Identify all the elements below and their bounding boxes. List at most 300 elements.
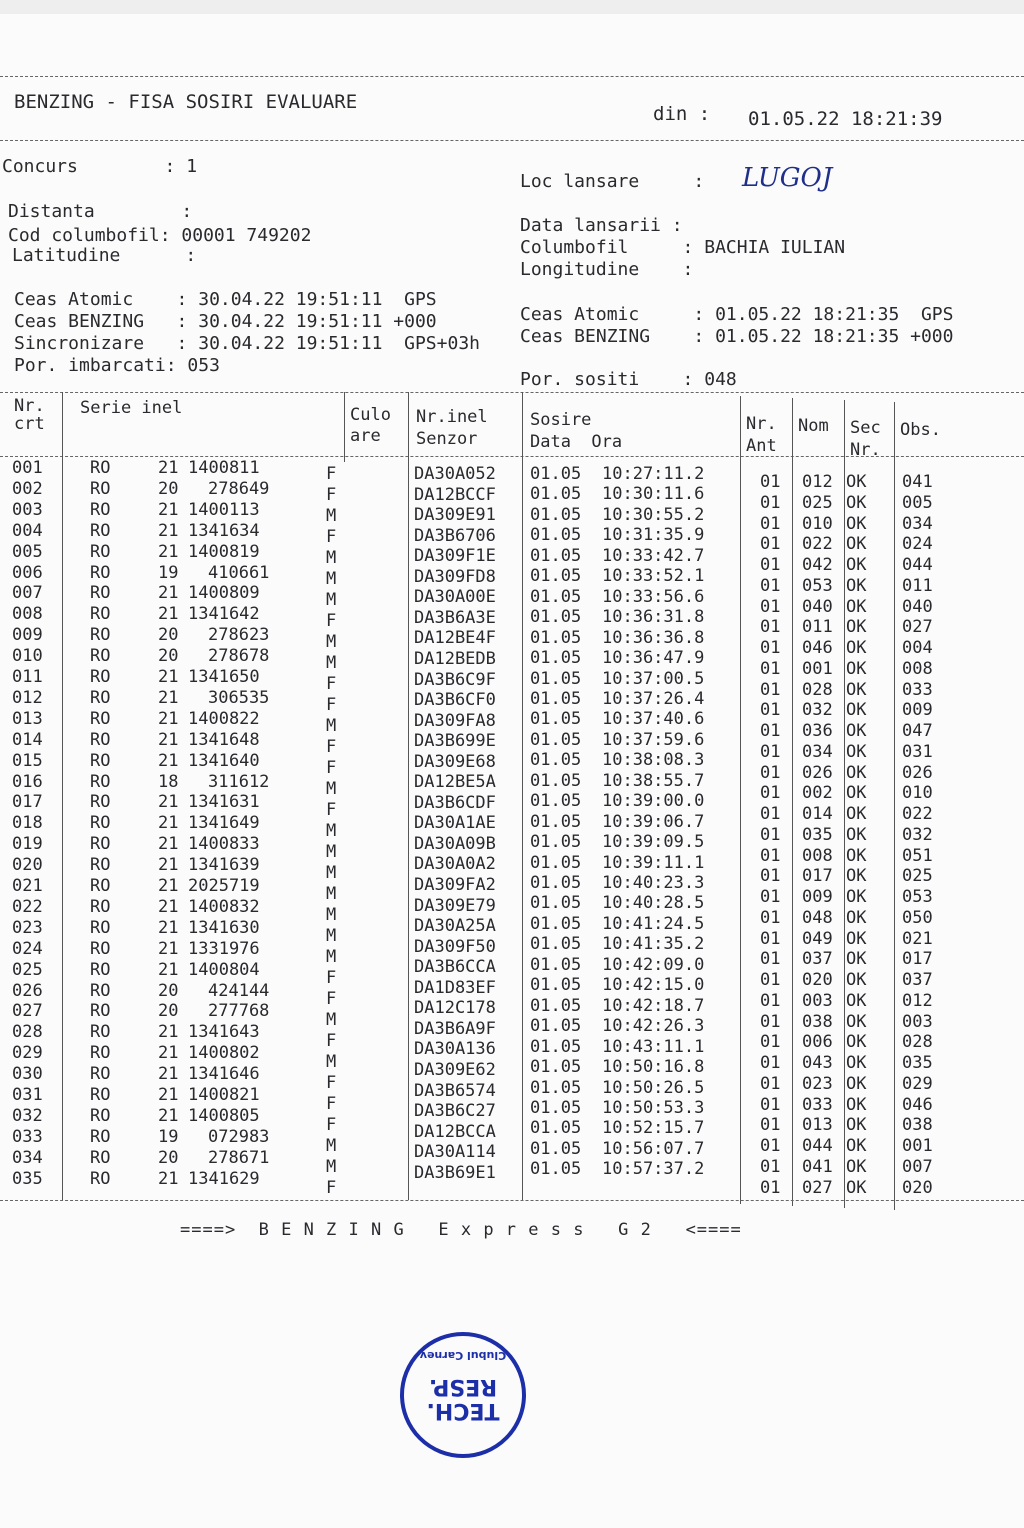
columbofil-field: Columbofil : BACHIA IULIAN [520,237,846,258]
cell-date: 01.05 [530,464,582,484]
cell-date: 01.05 [530,586,582,607]
cell-sensor: DA30A136 [414,1039,496,1060]
cell-sec: OK [846,1136,867,1156]
cell-time: 10:40:23.3 [602,873,705,893]
cell-nr-crt: 015 [12,750,43,771]
cell-ring-number: 306535 [208,687,270,708]
cell-time: 10:37:40.6 [602,709,705,730]
cell-obs: 035 [902,1053,933,1073]
cell-country: RO [90,1064,111,1085]
cell-nom: 006 [802,1032,833,1053]
cell-country: RO [90,562,111,583]
cell-obs: 022 [902,804,933,824]
cell-sensor: DA309E62 [414,1059,496,1080]
cell-nom: 009 [802,887,833,907]
cell-obs: 046 [902,1094,933,1115]
cell-year: 21 [158,687,179,708]
cell-ring-number: 1400805 [188,1105,260,1126]
cell-sec: OK [846,1073,867,1094]
cell-time: 10:38:08.3 [602,750,705,771]
cell-ring-number: 1400113 [188,499,260,520]
col-header-nr-ant-1: Nr. [746,414,777,434]
cell-sensor: DA12C178 [414,998,496,1019]
cell-obs: 034 [902,513,933,534]
cell-country: RO [90,708,111,729]
cell-nr-ant: 01 [760,887,781,907]
ceas-atomic-start: Ceas Atomic : 30.04.22 19:51:11 GPS [14,289,437,310]
cell-nr-crt: 020 [12,855,43,876]
cell-nr-ant: 01 [760,472,781,492]
cod-columbofil-field: Cod columbofil: 00001 749202 [8,225,312,246]
cell-year: 20 [158,646,179,667]
cell-obs: 050 [902,907,933,928]
cell-time: 10:27:11.2 [602,464,705,484]
cell-country: RO [90,1147,111,1168]
cell-obs: 008 [902,658,933,679]
cell-sec: OK [846,887,867,907]
col-header-sosire: Sosire [530,410,592,430]
cell-nom: 044 [802,1136,833,1156]
cell-nr-crt: 004 [12,520,43,541]
cell-country: RO [90,729,111,750]
cell-sex: M [326,569,337,589]
cell-ring-number: 1400802 [188,1043,260,1064]
cell-date: 01.05 [530,566,582,587]
cell-nom: 027 [802,1177,833,1198]
cell-nr-ant: 01 [760,638,781,658]
col-header-nr-inel: Nr.inel [416,407,488,427]
cell-year: 21 [158,917,179,938]
cell-year: 21 [158,896,179,917]
cell-nr-ant: 01 [760,679,781,700]
col-header-serie-inel: Serie inel [80,398,183,418]
cell-date: 01.05 [530,770,582,791]
cell-sex: M [326,926,337,946]
cell-ring-number: 1400819 [188,541,260,562]
cell-sensor: DA3B699E [414,731,496,752]
cell-year: 21 [158,1105,179,1126]
cell-nom: 017 [802,866,833,887]
por-sositi-field: Por. sositi : 048 [520,369,737,390]
cell-nr-crt: 013 [12,708,43,729]
cell-year: 19 [158,1126,179,1147]
cell-sec: OK [846,617,867,638]
cell-country: RO [90,604,111,625]
cell-year: 21 [158,458,179,478]
cell-sensor: DA30A25A [414,916,496,937]
cell-nr-ant: 01 [760,762,781,783]
cell-year: 21 [158,792,179,813]
cell-sex: F [326,1115,337,1135]
cell-sensor: DA3B6706 [414,525,496,546]
cell-date: 01.05 [530,934,582,955]
cell-sec: OK [846,928,867,949]
column-divider [844,400,845,1208]
cell-sec: OK [846,907,867,928]
cell-time: 10:33:42.7 [602,545,705,566]
cell-nr-crt: 001 [12,458,43,478]
cell-country: RO [90,458,111,478]
cell-date: 01.05 [530,504,582,525]
cell-sec: OK [846,492,867,513]
cell-sex: M [326,1010,337,1030]
cell-sensor: DA1D83EF [414,977,496,998]
cell-sensor: DA309F50 [414,936,496,957]
cell-sex: F [326,968,337,988]
cell-obs: 004 [902,638,933,658]
cell-country: RO [90,876,111,896]
cell-sec: OK [846,596,867,617]
cell-nom: 042 [802,555,833,575]
cell-sec: OK [846,534,867,555]
cell-obs: 020 [902,1177,933,1198]
cell-nr-crt: 023 [12,917,43,938]
cell-year: 21 [158,876,179,896]
cell-sensor: DA30A1AE [414,813,496,834]
cell-ring-number: 1341649 [188,813,260,834]
cell-sensor: DA309FD8 [414,566,496,587]
cell-sex: M [326,884,337,904]
cell-date: 01.05 [530,525,582,546]
stamp-ring-text: Clubul Carnev [419,1349,507,1362]
cell-time: 10:36:47.9 [602,648,705,669]
cell-country: RO [90,583,111,604]
cell-sensor: DA309E79 [414,895,496,916]
cell-nr-ant: 01 [760,970,781,990]
cell-obs: 028 [902,1032,933,1053]
cell-ring-number: 278649 [208,478,270,499]
cell-nr-crt: 033 [12,1126,43,1147]
cell-sensor: DA309E68 [414,751,496,772]
cell-nom: 037 [802,949,833,970]
cell-sex: M [326,779,337,799]
cell-nr-crt: 027 [12,1001,43,1022]
cell-ring-number: 1400809 [188,583,260,604]
cell-time: 10:41:24.5 [602,913,705,934]
cell-nr-ant: 01 [760,1073,781,1094]
cell-year: 20 [158,625,179,646]
cell-ring-number: 278671 [208,1147,270,1168]
cell-nr-crt: 032 [12,1105,43,1126]
cell-year: 21 [158,604,179,625]
cell-ring-number: 1400821 [188,1085,260,1105]
cell-sec: OK [846,575,867,596]
cell-nr-ant: 01 [760,824,781,845]
cell-nr-ant: 01 [760,1156,781,1177]
cell-nom: 033 [802,1094,833,1115]
cell-nom: 043 [802,1053,833,1073]
cell-time: 10:33:56.6 [602,586,705,607]
cell-country: RO [90,625,111,646]
cell-nom: 010 [802,513,833,534]
cell-country: RO [90,687,111,708]
cell-sensor: DA30A114 [414,1142,496,1163]
cell-date: 01.05 [530,648,582,669]
cell-nom: 032 [802,700,833,721]
cell-sex: M [326,653,337,673]
cell-time: 10:37:26.4 [602,688,705,709]
distanta-field: Distanta : [8,201,193,222]
cell-nr-ant: 01 [760,1136,781,1156]
cell-nom: 011 [802,617,833,638]
cell-time: 10:30:11.6 [602,484,705,505]
col-header-sec: Sec [850,418,881,438]
cell-obs: 053 [902,887,933,907]
cell-nom: 038 [802,1011,833,1032]
cell-sensor: DA3B6A9F [414,1018,496,1039]
cell-date: 01.05 [530,1159,582,1180]
cell-country: RO [90,646,111,667]
cell-nr-crt: 009 [12,625,43,646]
column-divider [522,392,523,1200]
cell-time: 10:50:53.3 [602,1097,705,1118]
cell-sensor: DA3B69E1 [414,1162,496,1183]
cell-sensor: DA12BCCF [414,484,496,505]
cell-obs: 024 [902,534,933,555]
cell-nr-ant: 01 [760,1094,781,1115]
col-header-nom: Nom [798,416,829,436]
cell-nom: 049 [802,928,833,949]
cell-nr-ant: 01 [760,596,781,617]
cell-nr-ant: 01 [760,658,781,679]
cell-nr-ant: 01 [760,534,781,555]
cell-sex: M [326,842,337,862]
cell-ring-number: 277768 [208,1001,270,1022]
cell-nom: 002 [802,783,833,804]
cell-country: RO [90,959,111,980]
cell-year: 21 [158,959,179,980]
cell-time: 10:56:07.7 [602,1138,705,1159]
cell-nom: 035 [802,824,833,845]
cell-nom: 040 [802,596,833,617]
cell-date: 01.05 [530,668,582,689]
cell-sec: OK [846,700,867,721]
cell-sensor: DA3B6A3E [414,607,496,628]
cell-time: 10:30:55.2 [602,504,705,525]
table-bottom-border [0,1200,1024,1201]
cell-year: 21 [158,520,179,541]
latitudine-field: Latitudine : [12,245,197,266]
cell-sec: OK [846,866,867,887]
cell-nom: 053 [802,575,833,596]
cell-date: 01.05 [530,1097,582,1118]
separator-line [0,76,1024,77]
cell-nr-crt: 010 [12,646,43,667]
cell-sensor: DA30A0A2 [414,854,496,875]
cell-time: 10:40:28.5 [602,893,705,914]
cell-nom: 008 [802,845,833,866]
cell-obs: 010 [902,783,933,804]
col-header-sec-nr: Nr. [850,440,881,460]
cell-date: 01.05 [530,729,582,750]
cell-nr-ant: 01 [760,783,781,804]
cell-sensor: DA309FA2 [414,875,496,895]
separator-line [0,140,1024,141]
cell-obs: 044 [902,555,933,575]
cell-obs: 033 [902,679,933,700]
cell-sec: OK [846,783,867,804]
cell-nr-crt: 005 [12,541,43,562]
cell-sensor: DA12BEDB [414,648,496,669]
cell-year: 21 [158,834,179,855]
benzing-footer: ====> B E N Z I N G E x p r e s s G 2 <==== [180,1220,742,1240]
cell-country: RO [90,478,111,499]
ceas-benzing-start: Ceas BENZING : 30.04.22 19:51:11 +000 [14,311,437,332]
cell-nr-ant: 01 [760,845,781,866]
cell-date: 01.05 [530,791,582,812]
cell-time: 10:50:26.5 [602,1077,705,1098]
cell-nr-ant: 01 [760,617,781,638]
cell-country: RO [90,855,111,876]
table-header-border [0,456,1024,457]
cell-nom: 013 [802,1115,833,1136]
cell-nr-crt: 025 [12,959,43,980]
stamp-text-tech: TECH. [426,1398,500,1423]
cell-time: 10:42:15.0 [602,975,705,996]
cell-ring-number: 410661 [208,562,270,583]
cell-year: 21 [158,1168,179,1189]
cell-year: 18 [158,771,179,792]
cell-obs: 047 [902,721,933,741]
cell-nom: 022 [802,534,833,555]
cell-nr-crt: 021 [12,876,43,896]
cell-date: 01.05 [530,545,582,566]
cell-date: 01.05 [530,832,582,853]
cell-ring-number: 072983 [208,1126,270,1147]
col-header-crt: crt [14,414,45,434]
cell-year: 21 [158,499,179,520]
cell-nr-ant: 01 [760,949,781,970]
cell-date: 01.05 [530,811,582,832]
cell-sec: OK [846,1053,867,1073]
cell-sex: F [326,527,337,547]
cell-sensor: DA3B6CF0 [414,690,496,711]
cell-sex: F [326,695,337,715]
cell-date: 01.05 [530,627,582,648]
cell-nr-crt: 028 [12,1022,43,1043]
cell-time: 10:42:26.3 [602,1016,705,1037]
col-header-culoare-1: Culo [350,405,391,425]
din-label: din : [653,103,711,125]
cell-sec: OK [846,513,867,534]
cell-sensor: DA12BCCA [414,1121,496,1142]
cell-ring-number: 278623 [208,625,270,646]
cell-sensor: DA3B6CDF [414,792,496,813]
cell-ring-number: 1341640 [188,750,260,771]
cell-nom: 020 [802,970,833,990]
cell-sex: M [326,947,337,967]
cell-sex: M [326,506,337,526]
cell-sensor: DA30A00E [414,587,496,608]
cell-nr-crt: 019 [12,834,43,855]
cell-nr-crt: 030 [12,1064,43,1085]
cell-nr-crt: 006 [12,562,43,583]
cell-nom: 034 [802,741,833,762]
cell-obs: 037 [902,970,933,990]
cell-sex: F [326,989,337,1009]
cell-nr-crt: 022 [12,896,43,917]
cell-country: RO [90,1043,111,1064]
cell-sec: OK [846,555,867,575]
cell-nr-ant: 01 [760,492,781,513]
cell-year: 21 [158,729,179,750]
cell-obs: 021 [902,928,933,949]
cell-time: 10:52:15.7 [602,1118,705,1139]
cell-sensor: DA12BE4F [414,628,496,649]
cell-ring-number: 1341642 [188,604,260,625]
cell-sex: F [326,1031,337,1051]
stamp-text-resp: RESP. [428,1374,498,1399]
cell-sex: M [326,821,337,841]
cell-date: 01.05 [530,688,582,709]
cell-country: RO [90,750,111,771]
cell-date: 01.05 [530,852,582,873]
cell-nr-ant: 01 [760,990,781,1011]
cell-date: 01.05 [530,1016,582,1037]
cell-country: RO [90,1168,111,1189]
cell-country: RO [90,541,111,562]
cell-sensor: DA3B6C9F [414,669,496,690]
cell-ring-number: 1341634 [188,520,260,541]
cell-sec: OK [846,1094,867,1115]
cell-year: 21 [158,583,179,604]
cell-sec: OK [846,949,867,970]
col-header-data-ora: Data Ora [530,432,623,452]
cell-nr-crt: 003 [12,499,43,520]
cell-ring-number: 1341630 [188,917,260,938]
cell-time: 10:42:09.0 [602,954,705,975]
cell-year: 21 [158,1064,179,1085]
cell-sex: F [326,758,337,778]
cell-date: 01.05 [530,484,582,505]
cell-sec: OK [846,1032,867,1053]
cell-sec: OK [846,679,867,700]
cell-year: 21 [158,1043,179,1064]
sincronizare-field: Sincronizare : 30.04.22 19:51:11 GPS+03h [14,333,480,354]
cell-obs: 041 [902,472,933,492]
cell-time: 10:39:00.0 [602,791,705,812]
cell-ring-number: 1400811 [188,458,260,478]
cell-nr-ant: 01 [760,575,781,596]
cell-nom: 012 [802,472,833,492]
cell-ring-number: 1341631 [188,792,260,813]
cell-country: RO [90,896,111,917]
cell-country: RO [90,834,111,855]
cell-time: 10:57:37.2 [602,1159,705,1180]
loc-lansare-handwritten: LUGOJ [742,163,833,193]
cell-sex: M [326,1157,337,1177]
cell-year: 21 [158,813,179,834]
column-divider [740,396,741,1204]
cell-sex: M [326,905,337,925]
cell-nr-crt: 007 [12,583,43,604]
cell-ring-number: 424144 [208,980,270,1001]
cell-time: 10:37:59.6 [602,729,705,750]
cell-obs: 038 [902,1115,933,1136]
cell-sec: OK [846,638,867,658]
cell-ring-number: 2025719 [188,876,260,896]
document-title: BENZING - FISA SOSIRI EVALUARE [14,91,358,113]
cell-nr-crt: 002 [12,478,43,499]
cell-time: 10:36:36.8 [602,627,705,648]
cell-nr-crt: 012 [12,687,43,708]
cell-obs: 031 [902,741,933,762]
cell-sensor: DA30A09B [414,833,496,854]
cell-country: RO [90,499,111,520]
cell-time: 10:41:35.2 [602,934,705,955]
cell-sex: M [326,1052,337,1072]
cell-year: 21 [158,750,179,771]
